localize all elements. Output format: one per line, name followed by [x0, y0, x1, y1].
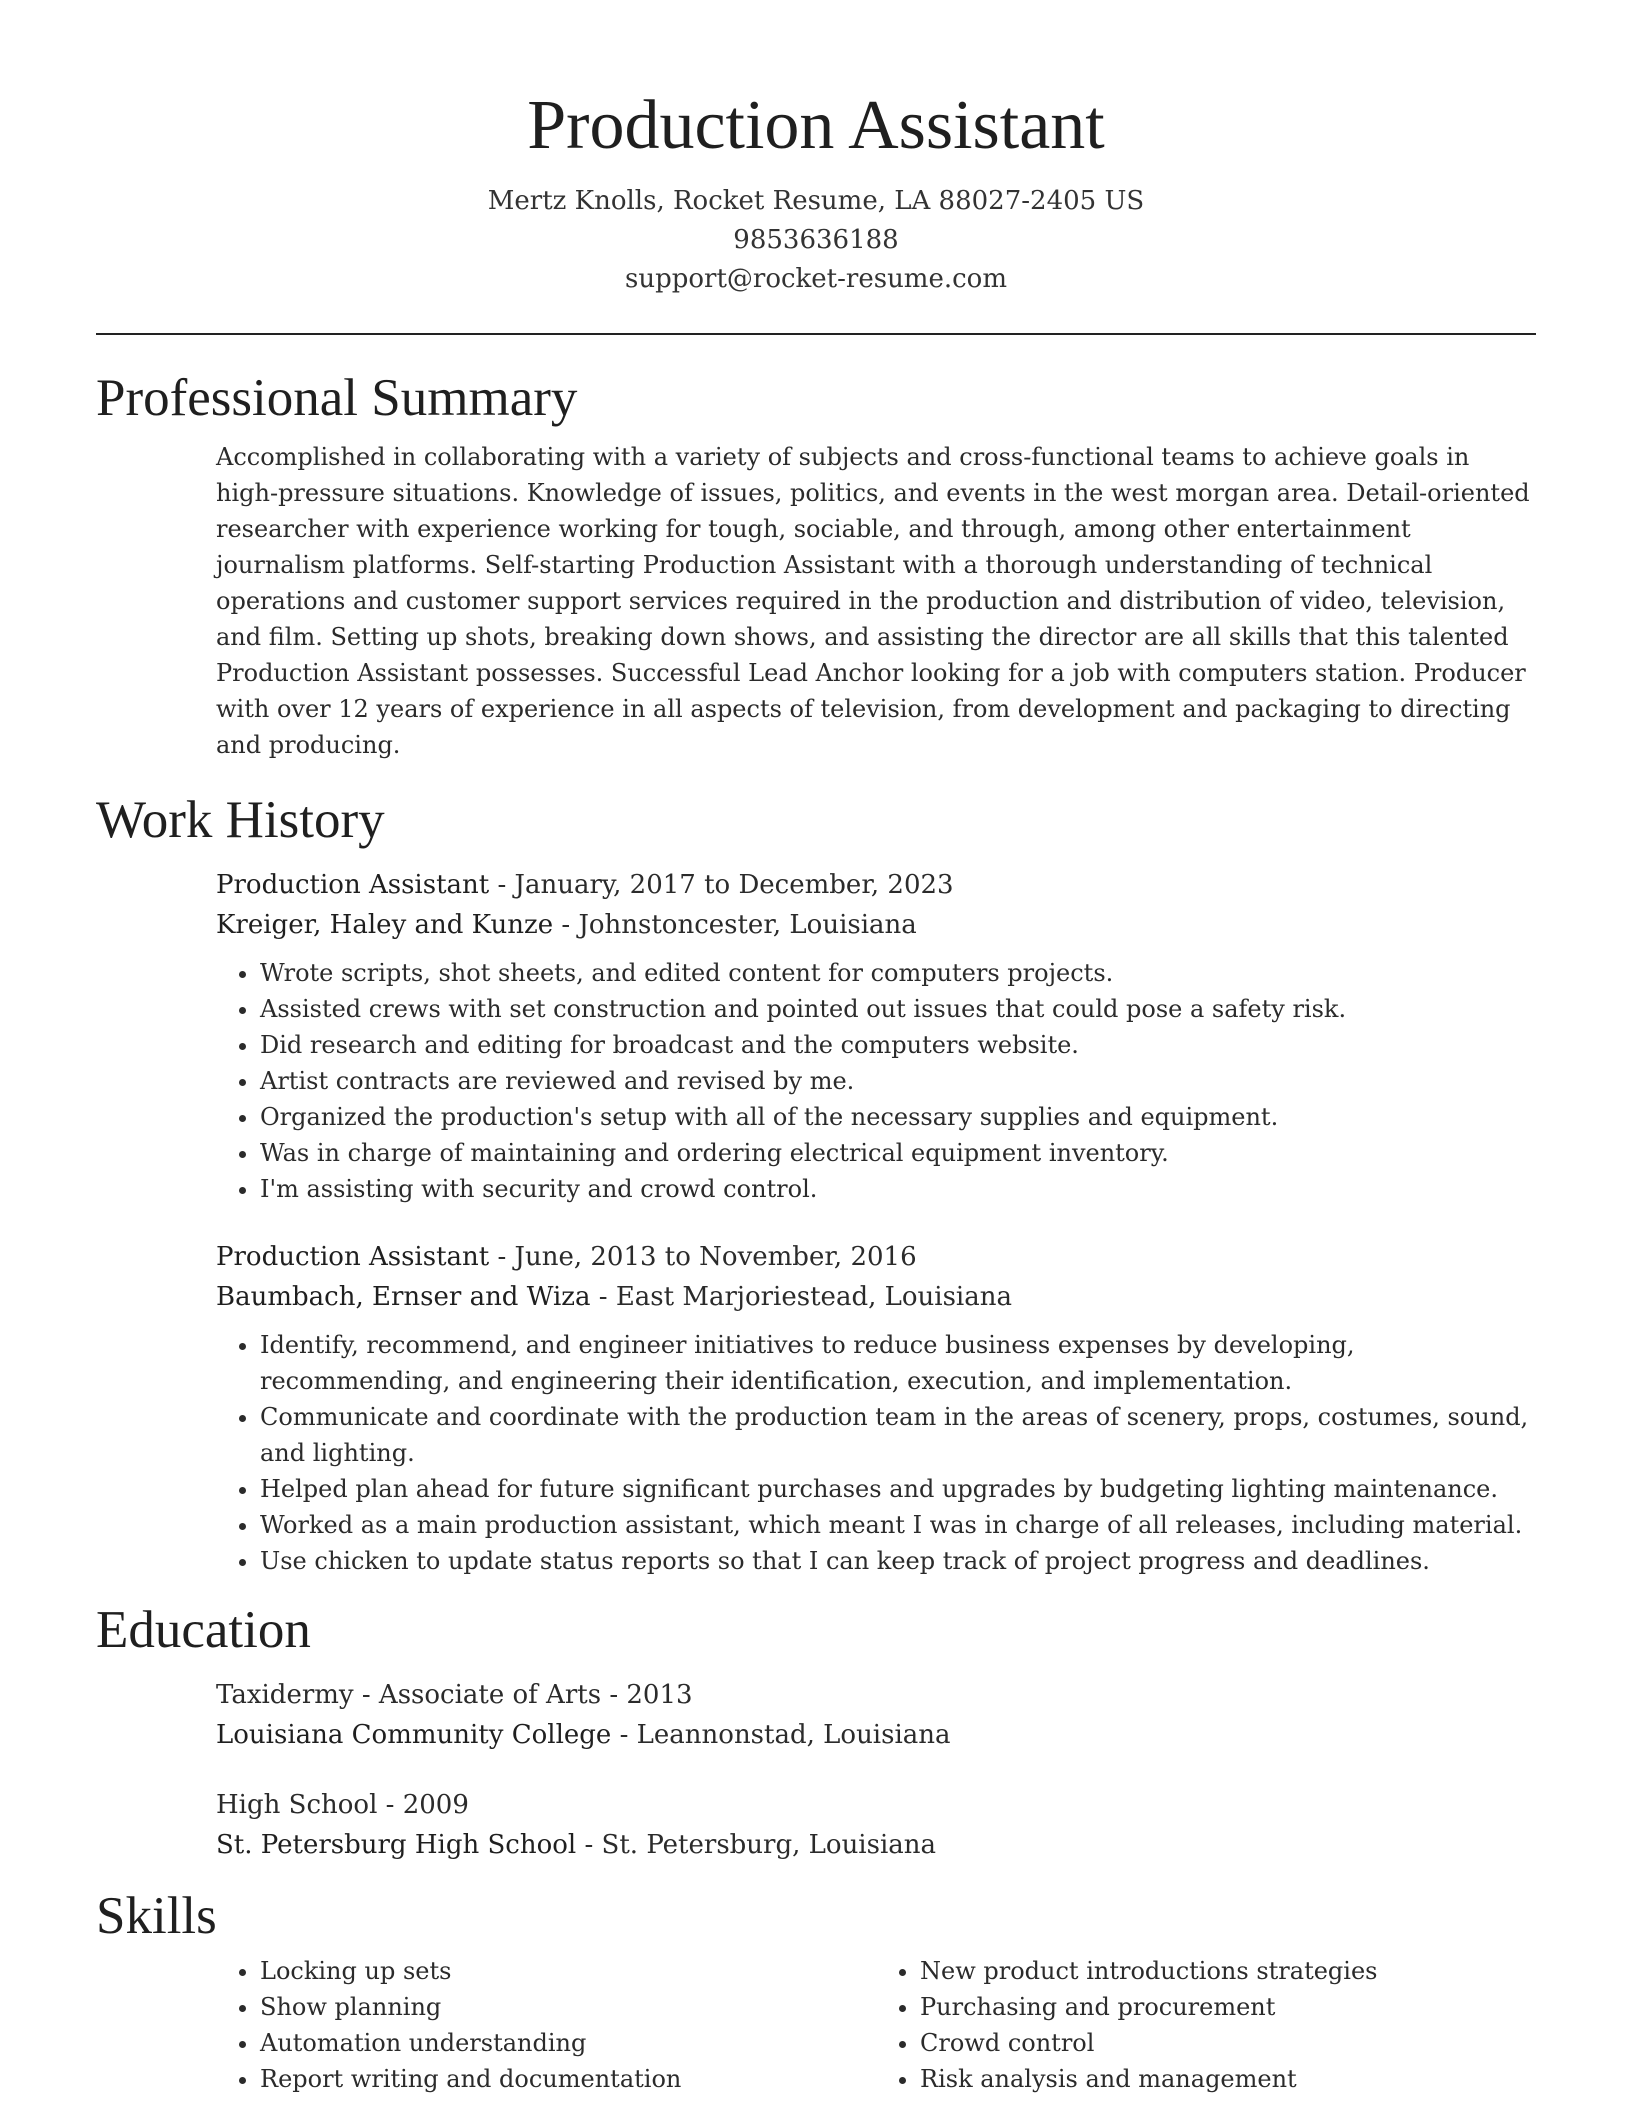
job-dates: June, 2013 to November, 2016	[514, 1242, 917, 1272]
list-item: • Organized the production's setup with all of the necessary supplies and equipment.	[260, 1099, 1536, 1135]
skills-columns	[216, 1953, 1536, 2097]
skill-item: • Report writing and documentation	[260, 2061, 876, 2097]
job-company-line: Kreiger, Haley and Kunze - Johnstoncester, Louisiana	[216, 910, 917, 940]
list-item: • Did research and editing for broadcast and the computers website.	[260, 1027, 1536, 1063]
contact-address: Mertz Knolls, Rocket Resume, LA 88027-2405 US	[487, 186, 1145, 216]
list-item: • Use chicken to update status reports so that I can keep track of project progress and deadlines.	[260, 1543, 1536, 1579]
education-school-line: Louisiana Community College - Leannonstad, Louisiana	[216, 1720, 951, 1750]
work-history-heading: Work History	[96, 791, 385, 849]
summary-text: Accomplished in collaborating with a variety of subjects and cross-functional teams to achieve goals in high-pressure situations. Knowledge of issues, politics, and events in the west morgan area. Detail-oriented researcher with experience working for tough, sociable, and through, among other entertainment journalism platforms. Self-starting Production Assistant with a thorough understanding of technical operations and customer support services required in the production and distribution of video, television, and film. Setting up shots, breaking down shows, and assisting the director are all skills that this talented Production Assistant possesses. Successful Lead Anchor looking for a job with computers station. Producer with over 12 years of experience in all aspects of television, from development and packaging to directing and producing.	[216, 443, 1530, 759]
school-name: Louisiana Community College	[216, 1720, 612, 1750]
job-dates: January, 2017 to December, 2023	[514, 870, 954, 900]
skills-heading: Skills	[96, 1887, 217, 1945]
education-entry	[216, 1675, 1536, 1755]
list-item: • Identify, recommend, and engineer initiatives to reduce business expenses by developing, recommending, and engineering their identification, execution, and implementation.	[260, 1327, 1536, 1399]
skill-item: • New product introductions strategies	[920, 1953, 1536, 1989]
summary-section	[0, 365, 1632, 763]
job-company: Baumbach, Ernser and Wiza	[216, 1282, 591, 1312]
skills-list-left	[216, 1953, 876, 2097]
school-location: St. Petersburg, Louisiana	[601, 1830, 937, 1860]
education-school-line: St. Petersburg High School - St. Petersburg, Louisiana	[216, 1830, 937, 1860]
job-title-line: Production Assistant - June, 2013 to November, 2016	[216, 1242, 917, 1272]
education-heading: Education	[96, 1601, 311, 1659]
resume-header	[0, 0, 1632, 299]
job-role: Production Assistant	[216, 1242, 490, 1272]
skill-item: • Risk analysis and management	[920, 2061, 1536, 2097]
job-duties-list	[216, 1327, 1536, 1579]
list-item: • Wrote scripts, shot sheets, and edited content for computers projects.	[260, 955, 1536, 991]
list-item: • Communicate and coordinate with the production team in the areas of scenery, props, costumes, sound, and lighting.	[260, 1399, 1536, 1471]
list-item: • Was in charge of maintaining and ordering electrical equipment inventory.	[260, 1135, 1536, 1171]
job-entry	[216, 1237, 1536, 1579]
education-degree-line: High School - 2009	[216, 1790, 469, 1820]
work-history-section	[0, 787, 1632, 1579]
education-entry	[216, 1785, 1536, 1865]
list-item: • Artist contracts are reviewed and revised by me.	[260, 1063, 1536, 1099]
education-section	[0, 1597, 1632, 1865]
job-company-line: Baumbach, Ernser and Wiza - East Marjoriestead, Louisiana	[216, 1282, 1012, 1312]
job-title-line: Production Assistant - January, 2017 to December, 2023	[216, 870, 954, 900]
list-item: • Helped plan ahead for future significant purchases and upgrades by budgeting lighting maintenance.	[260, 1471, 1536, 1507]
job-entry	[216, 865, 1536, 1207]
contact-phone: 9853636188	[733, 225, 899, 255]
school-name: St. Petersburg High School	[216, 1830, 577, 1860]
skill-item: • Purchasing and procurement	[920, 1989, 1536, 2025]
contact-email: support@rocket-resume.com	[624, 264, 1007, 294]
list-item: • I'm assisting with security and crowd control.	[260, 1171, 1536, 1207]
header-divider	[96, 333, 1536, 335]
skill-item: • Crowd control	[920, 2025, 1536, 2061]
job-duties-list	[216, 955, 1536, 1207]
candidate-title: Production Assistant	[527, 87, 1105, 164]
job-location: East Marjoriestead, Louisiana	[615, 1282, 1012, 1312]
contact-block	[0, 182, 1632, 299]
skill-item: • Show planning	[260, 1989, 876, 2025]
skill-item: • Locking up sets	[260, 1953, 876, 1989]
job-company: Kreiger, Haley and Kunze	[216, 910, 554, 940]
education-degree-line: Taxidermy - Associate of Arts - 2013	[216, 1680, 693, 1710]
school-location: Leannonstad, Louisiana	[636, 1720, 951, 1750]
skill-item: • Automation understanding	[260, 2025, 876, 2061]
list-item: • Assisted crews with set construction and pointed out issues that could pose a safety risk.	[260, 991, 1536, 1027]
job-role: Production Assistant	[216, 870, 490, 900]
skills-section	[0, 1883, 1632, 2097]
summary-heading: Professional Summary	[96, 369, 578, 427]
list-item: • Worked as a main production assistant, which meant I was in charge of all releases, including material.	[260, 1507, 1536, 1543]
skills-list-right	[876, 1953, 1536, 2097]
job-location: Johnstoncester, Louisiana	[578, 910, 917, 940]
